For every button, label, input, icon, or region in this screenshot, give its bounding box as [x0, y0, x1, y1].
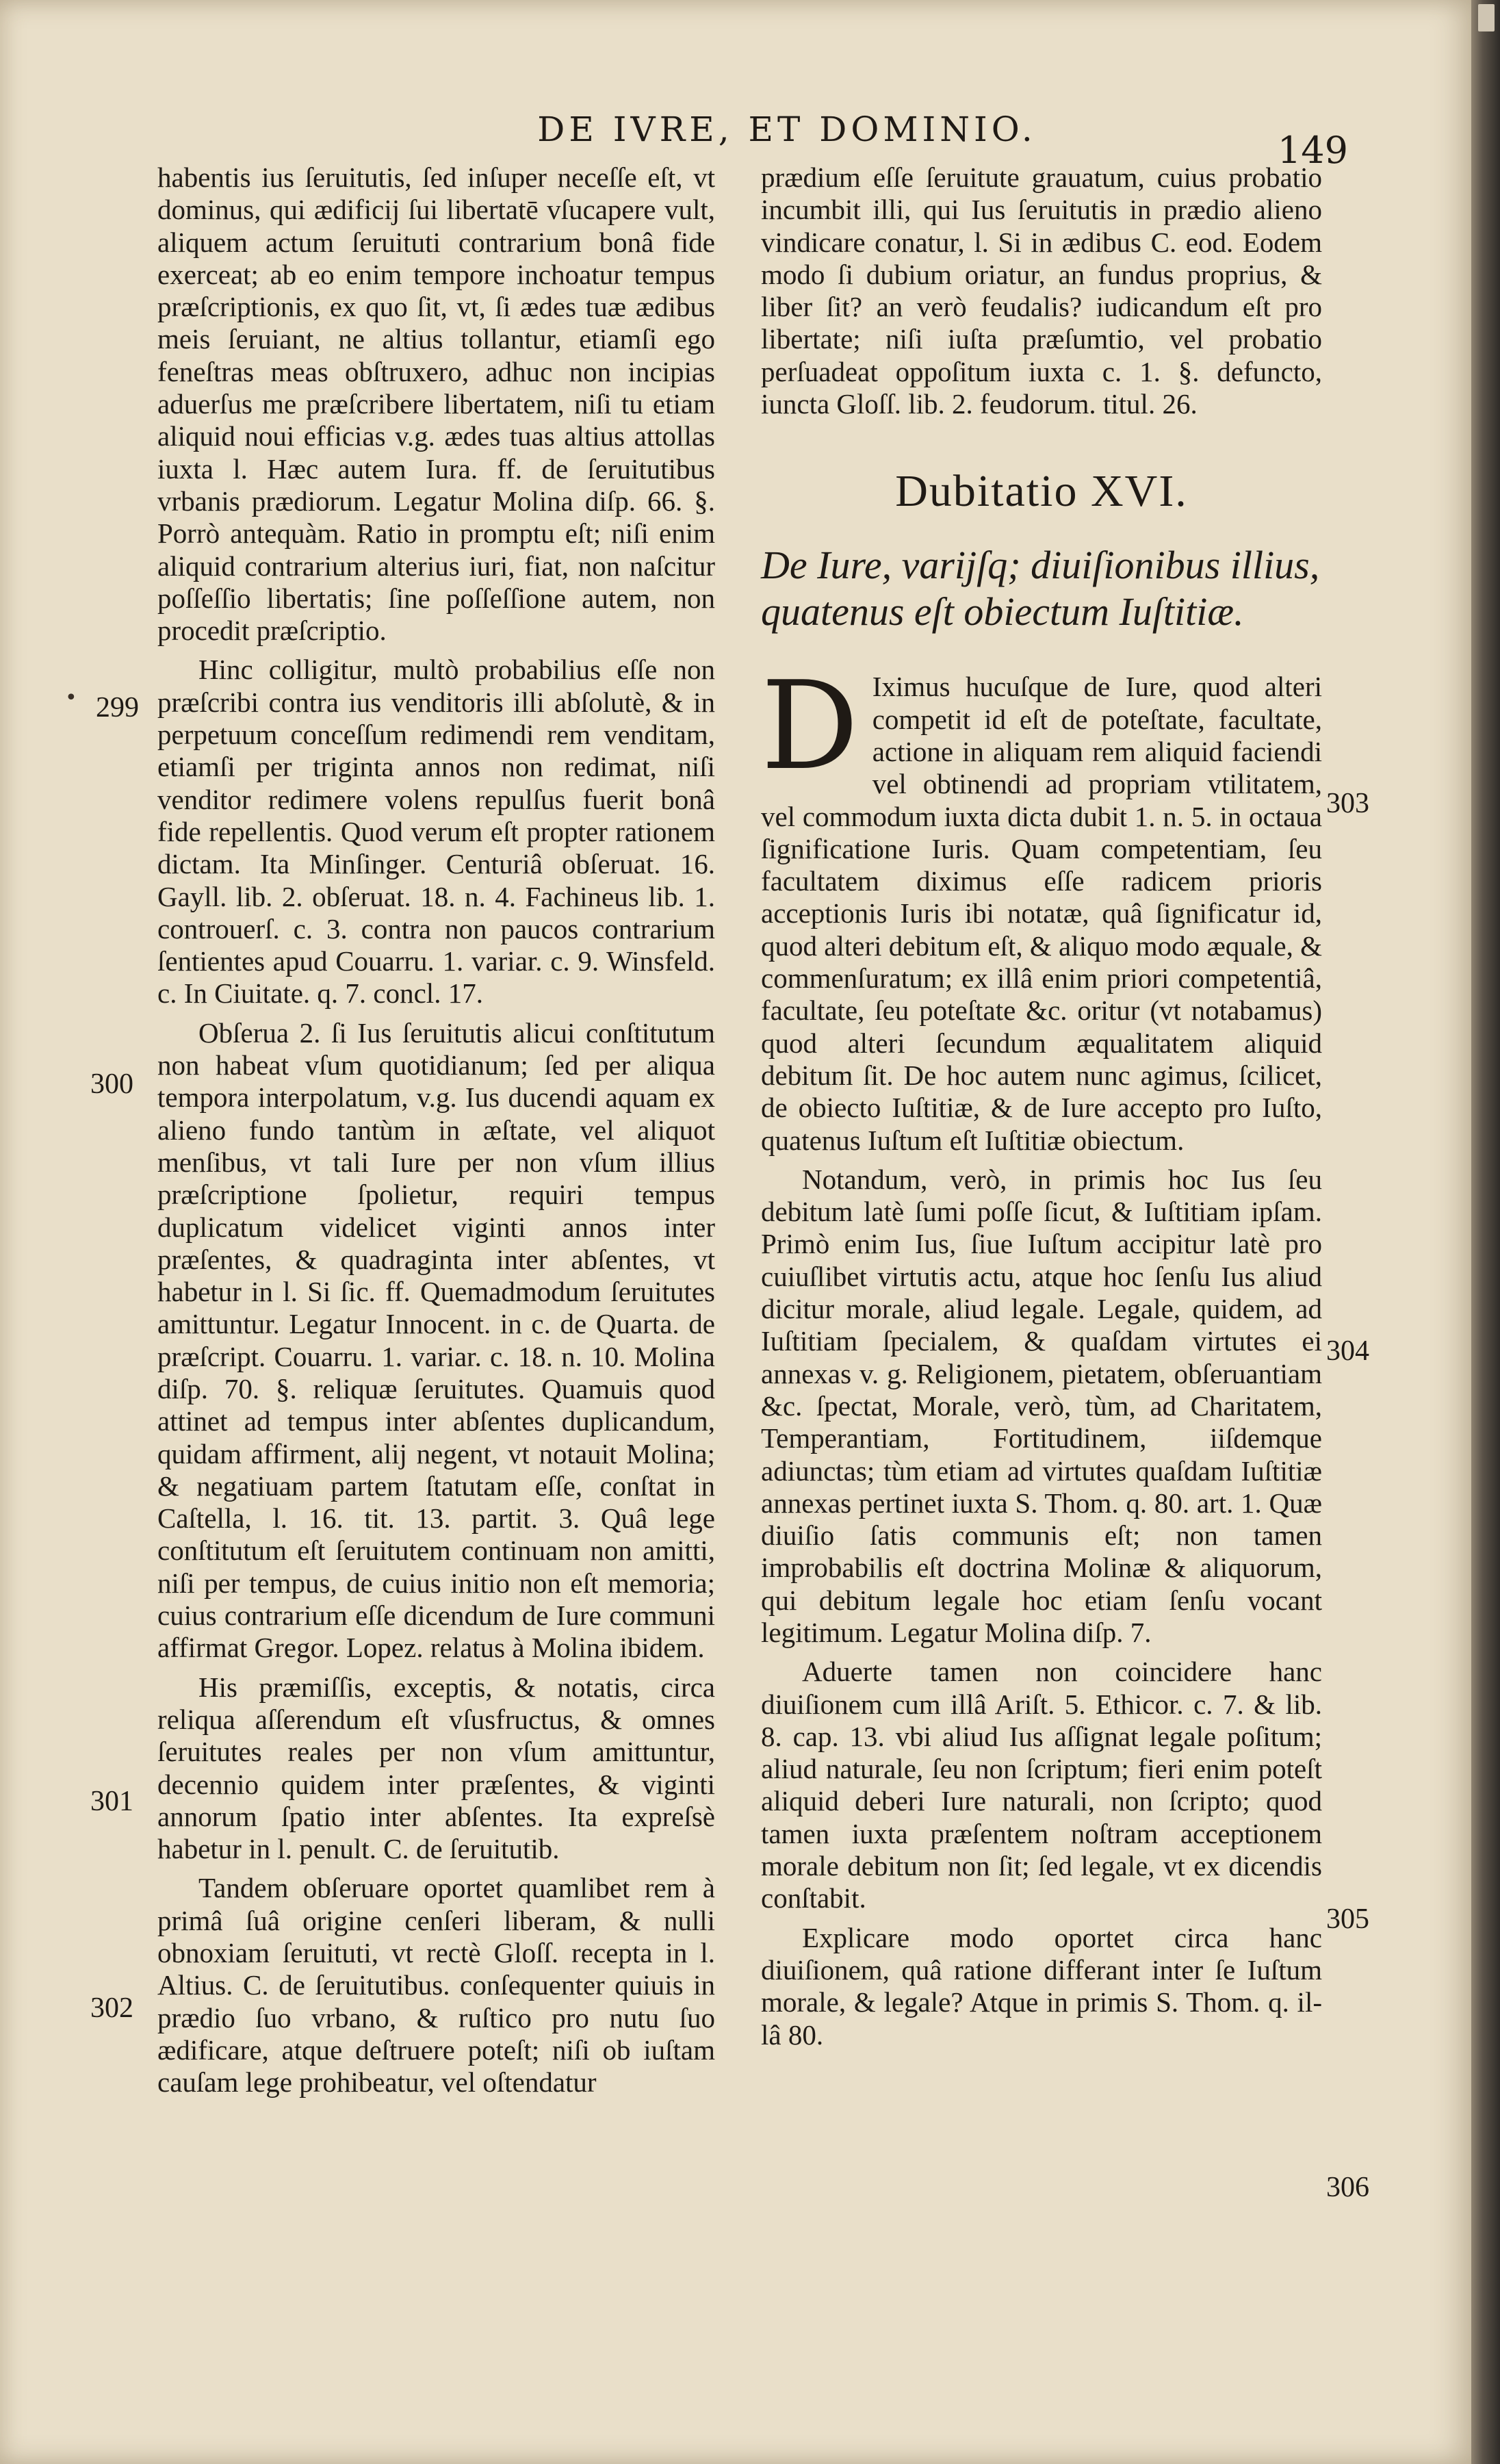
margin-number-301: 301: [90, 1786, 133, 1817]
paragraph-continuation-right: prædium eſſe ſeruitute grauatum, cuius probatio incumbit illi, qui Ius ſeruitutis in prædio alieno vindicare conatur, l. Si in ædibus C. eod. Eodem modo ſi dubium oriatur, an fundus proprius, & liber ſit? an verò feudalis? iudicandum eſt pro libertate; niſi iuſta præſumtio, vel probatio perſuadeat oppoſitum iuxta c. 1. §. defuncto, iuncta Gloſſ. lib. 2. feudorum. titul. 26.: [761, 162, 1322, 420]
section-heading: Dubitatio XVI.: [895, 466, 1188, 517]
paragraph-306: Explicare modo oportet circa hanc diuiſionem, quâ ratione differant inter ſe Iuſtum morale, & legale? Atque in primis S. Thom. q. il-lâ 80.: [761, 1921, 1322, 2051]
paragraph-299: Hinc colligitur, multò probabilius eſſe non præſcribi contra ius venditoris illi abſolutè, & in perpetuum conceſſum redimendi rem venditam, etiamſi per triginta annos non redimat, niſi venditor redimere volens repulſus fuerit bonâ fide repellentis. Quod verum eſt propter rationem dictam. Ita Minſinger. Centuriâ obſeruat. 16. Gayll. lib. 2. obſeruat. 18. n. 4. Fachineus lib. 1. controuerſ. c. 3. contra non paucos contrarium ſentientes apud Couarru. 1. variar. c. 9. Winsfeld. c. In Ciuitate. q. 7. concl. 17.: [157, 654, 715, 1010]
paragraph-305: Aduerte tamen non coincidere hanc diuiſionem cum illâ Ariſt. 5. Ethicor. c. 7. & lib. 8. cap. 13. vbi aliud Ius aſſignat legale poſitum; aliud naturale, ſeu non ſcriptum; fieri enim poteſt aliquid deberi Iure naturali, non ſcripto; quod tamen iuxta præſentem noſtram acceptionem morale debitum non ſit; ſed legale, vt ex dicendis conſtabit.: [761, 1656, 1322, 1914]
margin-number-304: 304: [1326, 1335, 1369, 1367]
margin-number-302: 302: [90, 1992, 133, 2024]
margin-number-300: 300: [90, 1068, 133, 1100]
margin-tick: •: [65, 686, 77, 710]
paragraph-303-text: Iximus hucuſque de Iure, quod alteri competit id eſt de poteſtate, facultate, actione in aliquam rem aliquid faciendi vel obtinendi ad propriam vtilitatem, vel commodum iuxta dicta dubit 1. n. 5. in octaua ſignificatione Iuris. Quam competentiam, ſeu facultatem diximus eſſe radicem prioris acceptionis Iuris ibi notatæ, quâ ſignificatur id, quod alteri debitum eſt, & aliquo modo æquale, & commenſuratum; ex illâ enim priori competentiâ, facultate, ſeu poteſtate &c. oritur (vt notabamus) quod alteri ſecundum æqualitatem aliquid debitum ſit. De hoc autem nunc agimus, ſcilicet, de obiecto Iuſtitiæ, & de Iure accepto pro Iuſto, quatenus Iuſtum eſt Iuſtitiæ obiectum.: [761, 671, 1322, 1156]
paper-tab: [1478, 4, 1495, 31]
margin-number-306: 306: [1326, 2172, 1369, 2203]
paragraph-300: Obſerua 2. ſi Ius ſeruitutis alicui conſtitutum non habeat vſum quotidianum; ſed per aliqua tempora interpolatum, v.g. Ius ducendi aquam ex alieno fundo tantùm in æſtate, vel aliquot menſibus, vt tali Iure per non vſum illius præſcriptione ſpolietur, requiri tempus duplicatum videlicet viginti annos inter præſentes, & quadraginta inter abſentes, vt habetur in l. Si ſic. ff. Quemadmodum ſeruitutes amittuntur. Legatur Innocent. in c. de Quarta. de præſcript. Couarru. 1. variar. c. 18. n. 10. Molina diſp. 70. §. reliquæ ſeruitutes. Quamuis quod attinet ad tempus inter abſentes duplicandum, quidam affirment, alij negent, vt notauit Molina; & negatiuam partem ſtatutam eſſe, conſtat in Caſtella, l. 16. tit. 13. partit. 3. Quâ lege conſtitutum eſt ſeruitutem continuam non amitti, niſi per tempus, de cuius initio non eſt memoria; cuius contrarium eſſe dicendum de Iure communi affirmat Gregor. Lopez. relatus à Molina ibidem.: [157, 1016, 715, 1664]
left-column: [157, 162, 715, 2099]
page-edge: [1471, 0, 1500, 2464]
paragraph-continuation: habentis ius ſeruitutis, ſed inſuper neceſſe eſt, vt dominus, qui ædificij ſui libertatē vſucapere vult, aliquem actum ſeruituti contrarium bonâ fide exerceat; ab eo enim tempore inchoatur tempus præſcriptionis, ex quo ſit, vt, ſi ædes tuæ ædibus meis ſeruiant, ne altius tollantur, etiamſi ego feneſtras meas obſtruxero, adhuc non incipias aduerſus me præſcribere libertatem, niſi tu etiam aliquid noui efficias v.g. ædes tuas altius attollas iuxta l. Hæc autem Iura. ff. de ſeruitutibus vrbanis prædiorum. Legatur Molina diſp. 66. §. Porrò antequàm. Ratio in promptu eſt; niſi enim aliquid contrarium alterius iuri, fiat, non naſcitur poſſeſſio libertatis; ſine poſſeſſione autem, non procedit præſcriptio.: [157, 162, 715, 647]
drop-cap: D: [761, 655, 859, 797]
page-number: 149: [1277, 129, 1348, 172]
margin-number-299: 299: [96, 692, 139, 723]
section-subtitle: De Iure, varijſq; diuiſionibus illius, quatenus eſt obiectum Iuſtitiæ.: [761, 543, 1320, 634]
paragraph-303: [761, 655, 1322, 1156]
margin-number-303: 303: [1326, 788, 1369, 819]
paragraph-304: Notandum, verò, in primis hoc Ius ſeu debitum latè ſumi poſſe ſicut, & Iuſtitiam ipſam. Primò enim Ius, ſiue Iuſtum accipitur latè pro cuiuſlibet virtutis actu, atque hoc ſenſu Ius aliud dicitur morale, aliud legale. Legale, quidem, ad Iuſtitiam ſpecialem, & quaſdam virtutes ei annexas v. g. Religionem, pietatem, obſeruantiam &c. ſpectat, Morale, verò, tùm, ad Charitatem, Temperantiam, Fortitudinem, iiſdemque adiunctas; tùm etiam ad virtutes quaſdam Iuſtitiæ annexas pertinet iuxta S. Thom. q. 80. art. 1. Quæ diuiſio ſatis communis eſt; non tamen improbabilis eſt doctrina Molinæ & aliquorum, qui debitum legale hoc etiam ſenſu vocant legitimum. Legatur Molina diſp. 7.: [761, 1163, 1322, 1648]
margin-number-305: 305: [1326, 1903, 1369, 1935]
paragraph-301: His præmiſſis, exceptis, & notatis, circa reliqua aſſerendum eſt vſusfructus, & omnes ſeruitutes reales per non vſum amittuntur, decennio quidem inter præſentes, & viginti annorum ſpatio inter abſentes. Ita expreſsè habetur in l. penult. C. de ſeruitutib.: [157, 1671, 715, 1865]
running-head: DE IVRE, ET DOMINIO.: [537, 110, 1037, 149]
right-column: [761, 162, 1322, 2051]
paragraph-302: Tandem obſeruare oportet quamlibet rem à primâ ſuâ origine cenſeri liberam, & nulli obnoxiam ſeruituti, vt rectè Gloſſ. recepta in l. Altius. C. de ſeruitutibus. conſequenter quiuis in prædio ſuo vrbano, & ruſtico pro nutu ſuo ædificare, atque deſtruere poteſt; niſi ob iuſtam cauſam lege prohibeatur, vel oſtendatur: [157, 1872, 715, 2099]
